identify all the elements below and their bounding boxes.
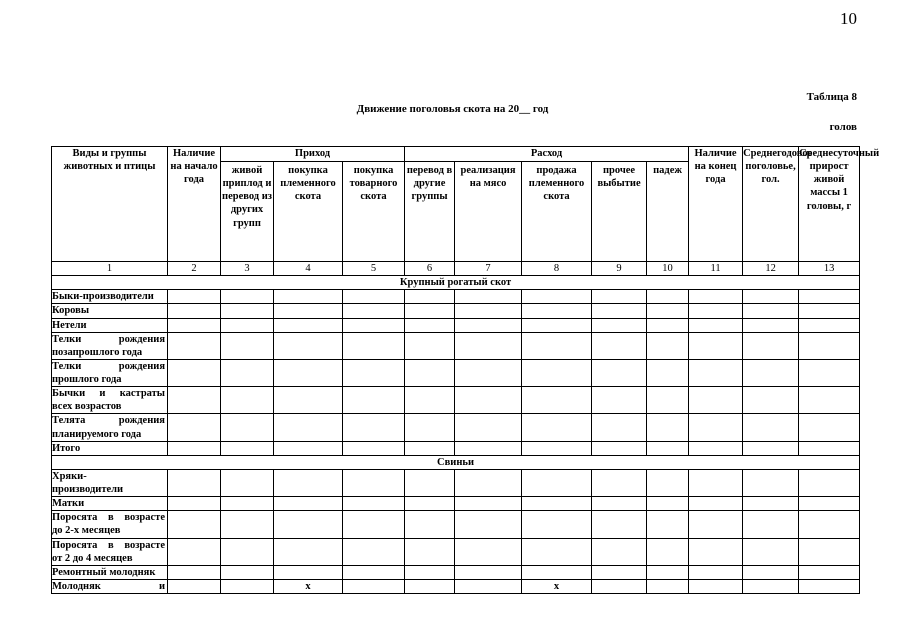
data-cell[interactable] [522,304,592,318]
header-daily-gain: Среднесуточный прирост живой массы 1 головы, г [799,147,860,262]
table-row [52,290,860,304]
data-cell[interactable] [343,565,405,579]
table-row [52,359,860,386]
data-cell[interactable] [455,332,522,359]
data-cell[interactable] [455,290,522,304]
data-cell[interactable] [799,565,860,579]
data-cell[interactable] [743,538,799,565]
data-cell[interactable] [592,469,647,496]
row-label: Ремонтный молодняк [52,565,168,579]
data-cell[interactable] [647,332,689,359]
data-cell[interactable] [455,414,522,441]
row-label-line: Поросята в возрасте [52,512,165,524]
header-prihod-breeding-purchase: покупка племенного скота [274,162,343,262]
data-cell[interactable] [168,511,221,538]
data-cell[interactable] [455,497,522,511]
data-cell[interactable] [405,332,455,359]
data-cell[interactable] [689,497,743,511]
data-cell[interactable] [455,359,522,386]
data-cell[interactable] [405,304,455,318]
row-label: Коровы [52,304,168,318]
data-cell[interactable] [799,497,860,511]
data-cell[interactable] [592,565,647,579]
data-cell[interactable] [343,469,405,496]
data-cell[interactable] [799,359,860,386]
row-label-line: Бычки и кастраты [52,388,165,400]
data-cell[interactable] [689,414,743,441]
row-label-line: Телки рождения [52,360,165,372]
table-header [52,147,880,276]
data-cell[interactable] [274,304,343,318]
data-cell[interactable] [168,359,221,386]
data-cell[interactable] [689,387,743,414]
data-cell[interactable] [274,290,343,304]
row-label-line: Поросята в возрасте [52,539,165,551]
column-numbers-row [52,262,860,276]
data-cell[interactable] [455,579,522,593]
data-cell[interactable] [343,441,405,455]
data-cell[interactable] [343,579,405,593]
data-cell[interactable] [221,290,274,304]
row-label: Итого [52,441,168,455]
row-label: Матки [52,497,168,511]
row-label [52,469,168,496]
table-body [52,276,860,594]
row-label-line: производители [52,484,124,495]
row-label-line: планируемого года [52,428,142,440]
data-cell[interactable] [522,497,592,511]
data-cell[interactable] [405,497,455,511]
data-cell[interactable] [274,387,343,414]
column-number: 6 [405,262,455,276]
data-cell[interactable] [743,565,799,579]
data-cell[interactable] [405,318,455,332]
data-cell[interactable] [405,579,455,593]
table-row [52,304,860,318]
data-cell[interactable] [522,565,592,579]
table-row [52,387,860,414]
data-cell[interactable] [221,511,274,538]
header-species: Виды и группы животных и птицы [52,147,168,262]
data-cell[interactable] [168,441,221,455]
data-cell[interactable] [405,538,455,565]
data-cell[interactable] [689,290,743,304]
column-number: 9 [592,262,647,276]
data-cell[interactable] [522,387,592,414]
section-title: Крупный рогатый скот [52,276,860,290]
data-cell[interactable] [168,414,221,441]
data-cell[interactable] [405,414,455,441]
data-cell[interactable] [274,469,343,496]
data-cell[interactable] [221,579,274,593]
table-label: Таблица 8 [806,91,857,103]
data-cell[interactable] [455,469,522,496]
data-cell[interactable] [743,290,799,304]
data-cell[interactable] [455,538,522,565]
data-cell[interactable] [647,304,689,318]
data-cell[interactable]: х [274,579,343,593]
data-cell[interactable] [743,387,799,414]
data-cell[interactable] [168,304,221,318]
data-cell[interactable] [405,565,455,579]
data-cell[interactable] [405,441,455,455]
data-cell[interactable] [221,304,274,318]
data-cell[interactable] [405,290,455,304]
header-rashod-transfer: перевод в другие группы [405,162,455,262]
data-cell[interactable] [343,414,405,441]
data-cell[interactable] [647,290,689,304]
data-cell[interactable] [647,579,689,593]
data-cell[interactable]: х [522,579,592,593]
table-row [52,414,860,441]
data-cell[interactable] [221,469,274,496]
table-row [52,469,860,496]
data-cell[interactable] [647,511,689,538]
data-cell[interactable] [221,441,274,455]
column-number: 5 [343,262,405,276]
data-cell[interactable] [689,359,743,386]
row-label: Быки-производители [52,290,168,304]
data-cell[interactable] [743,332,799,359]
row-label-line: Телки рождения [52,333,165,345]
column-number: 8 [522,262,592,276]
row-label: Нетели [52,318,168,332]
data-cell[interactable] [274,565,343,579]
row-label [52,414,168,441]
row-label-line: позапрошлого года [52,346,143,358]
header-prihod-birth: живой приплод и перевод из других групп [221,162,274,262]
data-cell[interactable] [343,318,405,332]
column-number: 2 [168,262,221,276]
data-cell[interactable] [647,414,689,441]
data-cell[interactable] [647,497,689,511]
header-rashod-death: падеж [647,162,689,262]
data-cell[interactable] [522,414,592,441]
column-number: 10 [647,262,689,276]
data-cell[interactable] [799,290,860,304]
data-cell[interactable] [274,332,343,359]
data-cell[interactable] [743,359,799,386]
header-start-count: Наличие на начало года [168,147,221,262]
data-cell[interactable] [592,304,647,318]
header-rashod-breeding-sale: продажа племенного скота [522,162,592,262]
data-cell[interactable] [168,469,221,496]
row-label-line: от 2 до 4 месяцев [52,552,133,564]
data-cell[interactable] [689,538,743,565]
data-cell[interactable] [168,579,221,593]
data-cell[interactable] [522,441,592,455]
data-cell[interactable] [168,332,221,359]
page-number: 10 [840,9,857,28]
data-cell[interactable] [168,387,221,414]
column-number: 3 [221,262,274,276]
data-cell[interactable] [221,387,274,414]
data-cell[interactable] [168,565,221,579]
data-cell[interactable] [221,318,274,332]
data-cell[interactable] [592,511,647,538]
data-cell[interactable] [343,497,405,511]
data-cell[interactable] [221,359,274,386]
data-cell[interactable] [343,538,405,565]
data-cell[interactable] [743,414,799,441]
data-cell[interactable] [168,538,221,565]
data-cell[interactable] [799,387,860,414]
data-cell[interactable] [522,538,592,565]
data-cell[interactable] [274,359,343,386]
data-cell[interactable] [647,538,689,565]
data-cell[interactable] [168,497,221,511]
data-cell[interactable] [689,332,743,359]
data-cell[interactable] [799,318,860,332]
table-row [52,441,860,455]
row-label [52,387,168,414]
row-label [52,359,168,386]
data-cell[interactable] [592,414,647,441]
data-cell[interactable] [743,441,799,455]
data-cell[interactable] [592,497,647,511]
data-cell[interactable] [221,332,274,359]
data-cell[interactable] [689,441,743,455]
column-number: 13 [799,262,860,276]
data-cell[interactable] [343,511,405,538]
data-cell[interactable] [592,441,647,455]
section-title: Свиньи [52,455,860,469]
data-cell[interactable] [592,318,647,332]
data-cell[interactable] [592,359,647,386]
data-cell[interactable] [799,511,860,538]
data-cell[interactable] [799,538,860,565]
table-row [52,579,860,593]
data-cell[interactable] [343,387,405,414]
data-cell[interactable] [522,359,592,386]
data-cell[interactable] [799,332,860,359]
data-cell[interactable] [274,441,343,455]
data-cell[interactable] [221,497,274,511]
data-cell[interactable] [743,318,799,332]
data-cell[interactable] [455,565,522,579]
column-number: 1 [52,262,168,276]
data-cell[interactable] [743,497,799,511]
data-cell[interactable] [592,387,647,414]
data-cell[interactable] [743,579,799,593]
data-cell[interactable] [405,359,455,386]
row-label [52,511,168,538]
data-cell[interactable] [274,318,343,332]
header-rashod: Расход [405,147,689,162]
data-cell[interactable] [522,511,592,538]
header-rashod-meat: реализация на мясо [455,162,522,262]
data-cell[interactable] [343,290,405,304]
data-cell[interactable] [743,469,799,496]
data-cell[interactable] [455,304,522,318]
table-row [52,318,860,332]
row-label-line: до 2-х месяцев [52,525,121,537]
data-cell[interactable] [274,538,343,565]
data-cell[interactable] [799,579,860,593]
data-cell[interactable] [647,441,689,455]
data-cell[interactable] [689,304,743,318]
data-cell[interactable] [522,332,592,359]
table-title [0,103,905,115]
table-row [52,565,860,579]
data-cell[interactable] [221,538,274,565]
header-prihod-commercial-purchase: покупка товарного скота [343,162,405,262]
data-cell[interactable] [455,318,522,332]
data-cell[interactable] [455,511,522,538]
row-label [52,538,168,565]
column-number: 4 [274,262,343,276]
data-cell[interactable] [647,565,689,579]
data-cell[interactable] [689,565,743,579]
data-cell[interactable] [343,359,405,386]
section-row [52,455,860,469]
data-cell[interactable] [221,565,274,579]
data-cell[interactable] [647,318,689,332]
column-number: 12 [743,262,799,276]
table-row [52,538,860,565]
data-cell[interactable] [592,538,647,565]
data-cell[interactable] [647,469,689,496]
section-row [52,276,860,290]
data-cell[interactable] [405,387,455,414]
header-prihod: Приход [221,147,405,162]
data-cell[interactable] [689,318,743,332]
data-cell[interactable] [799,304,860,318]
data-cell[interactable] [592,332,647,359]
table-title-text: Движение поголовья скота на 20__ год [356,103,549,115]
data-cell[interactable] [799,414,860,441]
row-label: Молодняк и [52,579,168,593]
table-row [52,497,860,511]
data-cell[interactable] [592,579,647,593]
row-label-line: прошлого года [52,374,122,385]
data-cell[interactable] [647,387,689,414]
data-cell[interactable] [689,579,743,593]
data-cell[interactable] [168,318,221,332]
data-cell[interactable] [689,469,743,496]
data-cell[interactable] [799,441,860,455]
data-cell[interactable] [522,318,592,332]
data-cell[interactable] [274,497,343,511]
data-cell[interactable] [405,511,455,538]
data-cell[interactable] [274,414,343,441]
data-cell[interactable] [221,414,274,441]
data-cell[interactable] [743,511,799,538]
unit-label: голов [829,121,857,133]
table-row [52,332,860,359]
data-cell[interactable] [592,290,647,304]
row-label [52,332,168,359]
data-cell[interactable] [522,469,592,496]
data-cell[interactable] [168,290,221,304]
header-rashod-other: прочее выбытие [592,162,647,262]
livestock-movement-table [51,146,880,594]
data-cell[interactable] [455,441,522,455]
column-number: 7 [455,262,522,276]
data-cell[interactable] [405,469,455,496]
data-cell[interactable] [743,304,799,318]
header-average-count: Среднегодовое поголовье, гол. [743,147,799,262]
data-cell[interactable] [647,359,689,386]
data-cell[interactable] [274,511,343,538]
data-cell[interactable] [689,511,743,538]
data-cell[interactable] [343,332,405,359]
data-cell[interactable] [343,304,405,318]
table-row [52,511,860,538]
header-end-count: Наличие на конец года [689,147,743,262]
row-label-line: Телята рождения [52,415,165,427]
column-number: 11 [689,262,743,276]
data-cell[interactable] [522,290,592,304]
row-label-line: Хряки- [52,470,87,482]
data-cell[interactable] [455,387,522,414]
data-cell[interactable] [799,469,860,496]
row-label-line: всех возрастов [52,401,122,413]
